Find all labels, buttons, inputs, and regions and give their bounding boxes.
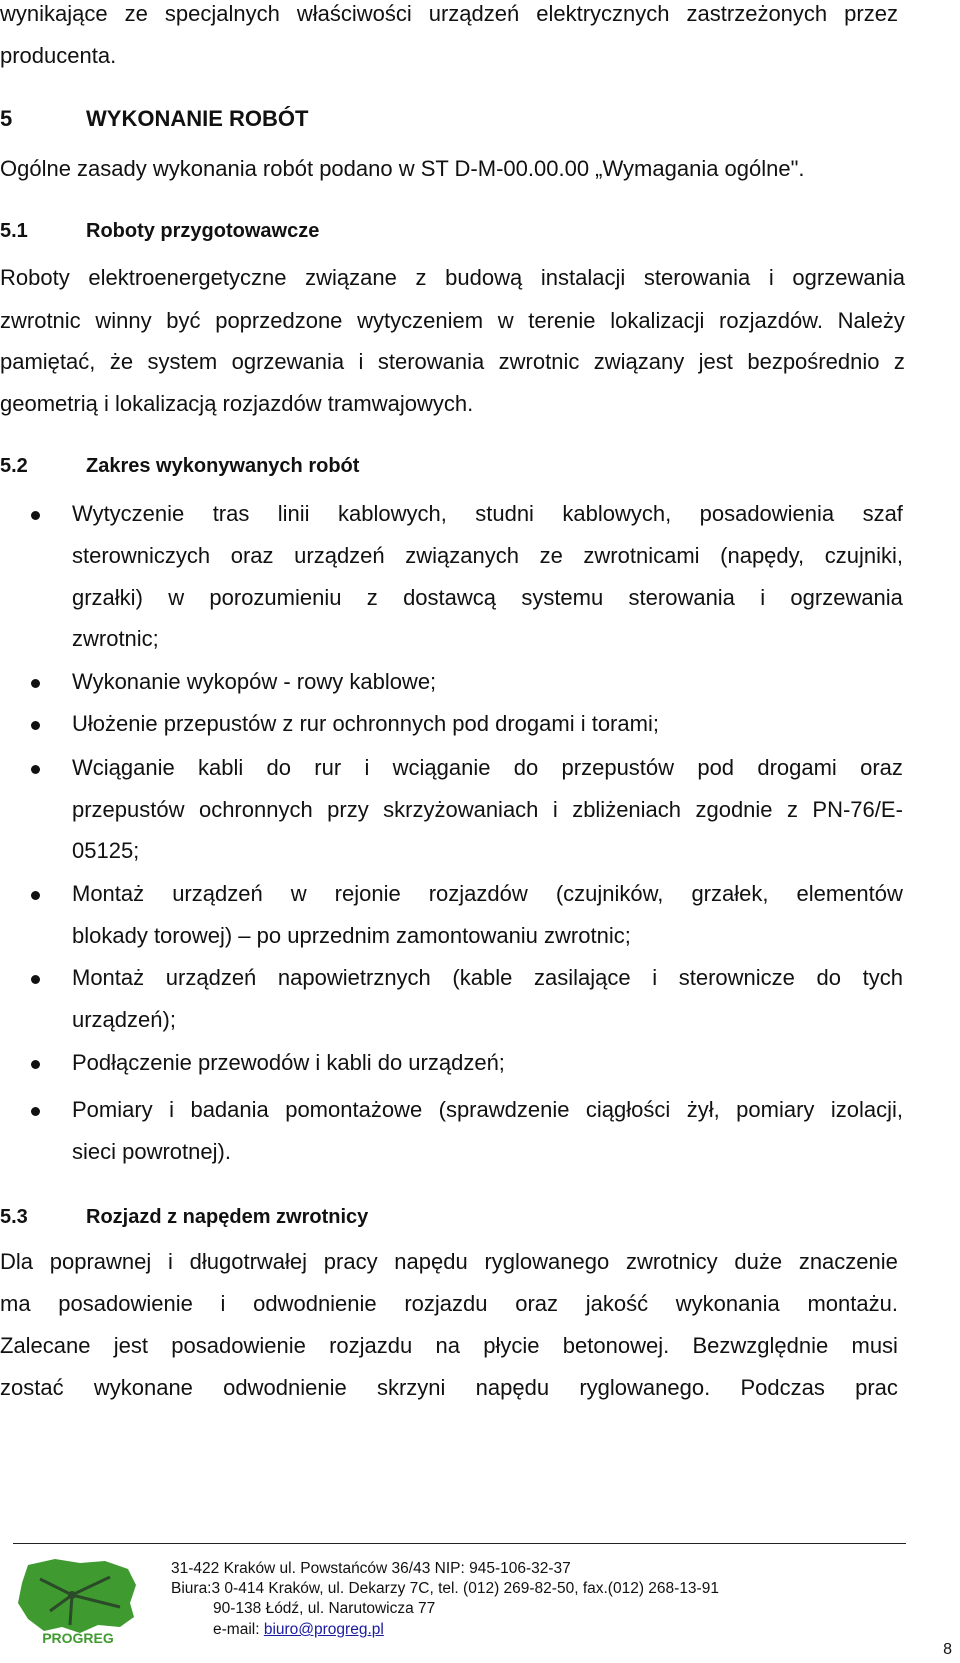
bullet-marker [31, 975, 40, 984]
section-5-2-number: 5.2 [0, 455, 28, 477]
bullet-marker [31, 721, 40, 730]
footer-email-link[interactable]: biuro@progreg.pl [263, 1621, 384, 1638]
bullet-item-line: sterowniczych oraz urządzeń związanych ze zwrotnicami (napędy, czujniki, [72, 543, 903, 568]
bullet-item-line: Montaż urządzeń w rejonie rozjazdów (czujników, grzałek, elementów [72, 881, 903, 906]
logo-text: PROGREG [42, 1630, 114, 1645]
footer-address-line: 31-422 Kraków ul. Powstańców 36/43 NIP: 945-106-32-37 [171, 1560, 571, 1577]
bullet-item-line: Podłączenie przewodów i kabli do urządzeń; [72, 1050, 505, 1075]
section-5-1-number: 5.1 [0, 220, 28, 242]
footer-email-line [213, 1622, 384, 1638]
bullet-marker [31, 679, 40, 688]
bullet-item-line: urządzeń); [72, 1007, 176, 1032]
bullet-marker [31, 1060, 40, 1069]
bullet-item-line: blokady torowej) – po uprzednim zamontowaniu zwrotnic; [72, 923, 631, 948]
section-5-1-line: pamiętać, że system ogrzewania i sterowania zwrotnic związany jest bezpośrednio z [0, 349, 905, 374]
progreg-logo [10, 1555, 150, 1645]
section-5-1-title: Roboty przygotowawcze [86, 220, 320, 242]
bullet-item-line: zwrotnic; [72, 626, 159, 651]
section-5-3-title: Rozjazd z napędem zwrotnicy [86, 1206, 369, 1228]
section-5-2-title: Zakres wykonywanych robót [86, 455, 360, 477]
section-5-title: WYKONANIE ROBÓT [86, 106, 309, 131]
bullet-item-line: Pomiary i badania pomontażowe (sprawdzenie ciągłości żył, pomiary izolacji, [72, 1097, 903, 1122]
section-5-3-line: ma posadowienie i odwodnienie rozjazdu oraz jakość wykonania montażu. [0, 1291, 898, 1316]
bullet-item-line: grzałki) w porozumieniu z dostawcą systemu sterowania i ogrzewania [72, 585, 903, 610]
page-number: 8 [943, 1641, 952, 1658]
bullet-marker [31, 891, 40, 900]
section-5-3-line: Dla poprawnej i długotrwałej pracy napędu ryglowanego zwrotnicy duże znaczenie [0, 1249, 898, 1274]
section-5-number: 5 [0, 106, 13, 131]
bullet-item-line: 05125; [72, 838, 140, 863]
bullet-item-line: sieci powrotnej). [72, 1139, 231, 1164]
bullet-item-line: Wytyczenie tras linii kablowych, studni kablowych, posadowienia szaf [72, 501, 903, 526]
bullet-item-line: Montaż urządzeń napowietrznych (kable zasilające i sterownicze do tych [72, 965, 903, 990]
intro-line-2: producenta. [0, 43, 117, 68]
footer-offices-line: Biura:3 0-414 Kraków, ul. Dekarzy 7C, tel. (012) 269-82-50, fax.(012) 268-13-91 [171, 1580, 719, 1597]
section-5-1-line: geometrią i lokalizacją rozjazdów tramwajowych. [0, 391, 474, 416]
footer-lodz-line: 90-138 Łódź, ul. Narutowicza 77 [213, 1600, 436, 1617]
section-5-1-line: Roboty elektroenergetyczne związane z budową instalacji sterowania i ogrzewania [0, 265, 905, 290]
bullet-marker [31, 1107, 40, 1116]
section-5-3-line: zostać wykonane odwodnienie skrzyni napędu ryglowanego. Podczas prac [0, 1375, 898, 1400]
bullet-marker [31, 511, 40, 520]
section-5-text: Ogólne zasady wykonania robót podano w ST D-M-00.00.00 „Wymagania ogólne". [0, 156, 805, 181]
footer-email-label: e-mail: [213, 1621, 264, 1638]
bullet-marker [31, 765, 40, 774]
section-5-1-line: zwrotnic winny być poprzedzone wytyczeniem w terenie lokalizacji rozjazdów. Należy [0, 308, 905, 333]
bullet-item-line: Wykonanie wykopów - rowy kablowe; [72, 669, 437, 694]
bullet-item-line: Wciąganie kabli do rur i wciąganie do przepustów pod drogami oraz [72, 755, 903, 780]
bullet-item-line: przepustów ochronnych przy skrzyżowaniach i zbliżeniach zgodnie z PN-76/E- [72, 797, 903, 822]
section-5-3-line: Zalecane jest posadowienie rozjazdu na płycie betonowej. Bezwzględnie musi [0, 1333, 898, 1358]
footer-rule [13, 1543, 906, 1544]
bullet-item-line: Ułożenie przepustów z rur ochronnych pod drogami i torami; [72, 711, 659, 736]
section-5-3-number: 5.3 [0, 1206, 28, 1228]
intro-line-1: wynikające ze specjalnych właściwości urządzeń elektrycznych zastrzeżonych przez [0, 1, 898, 26]
